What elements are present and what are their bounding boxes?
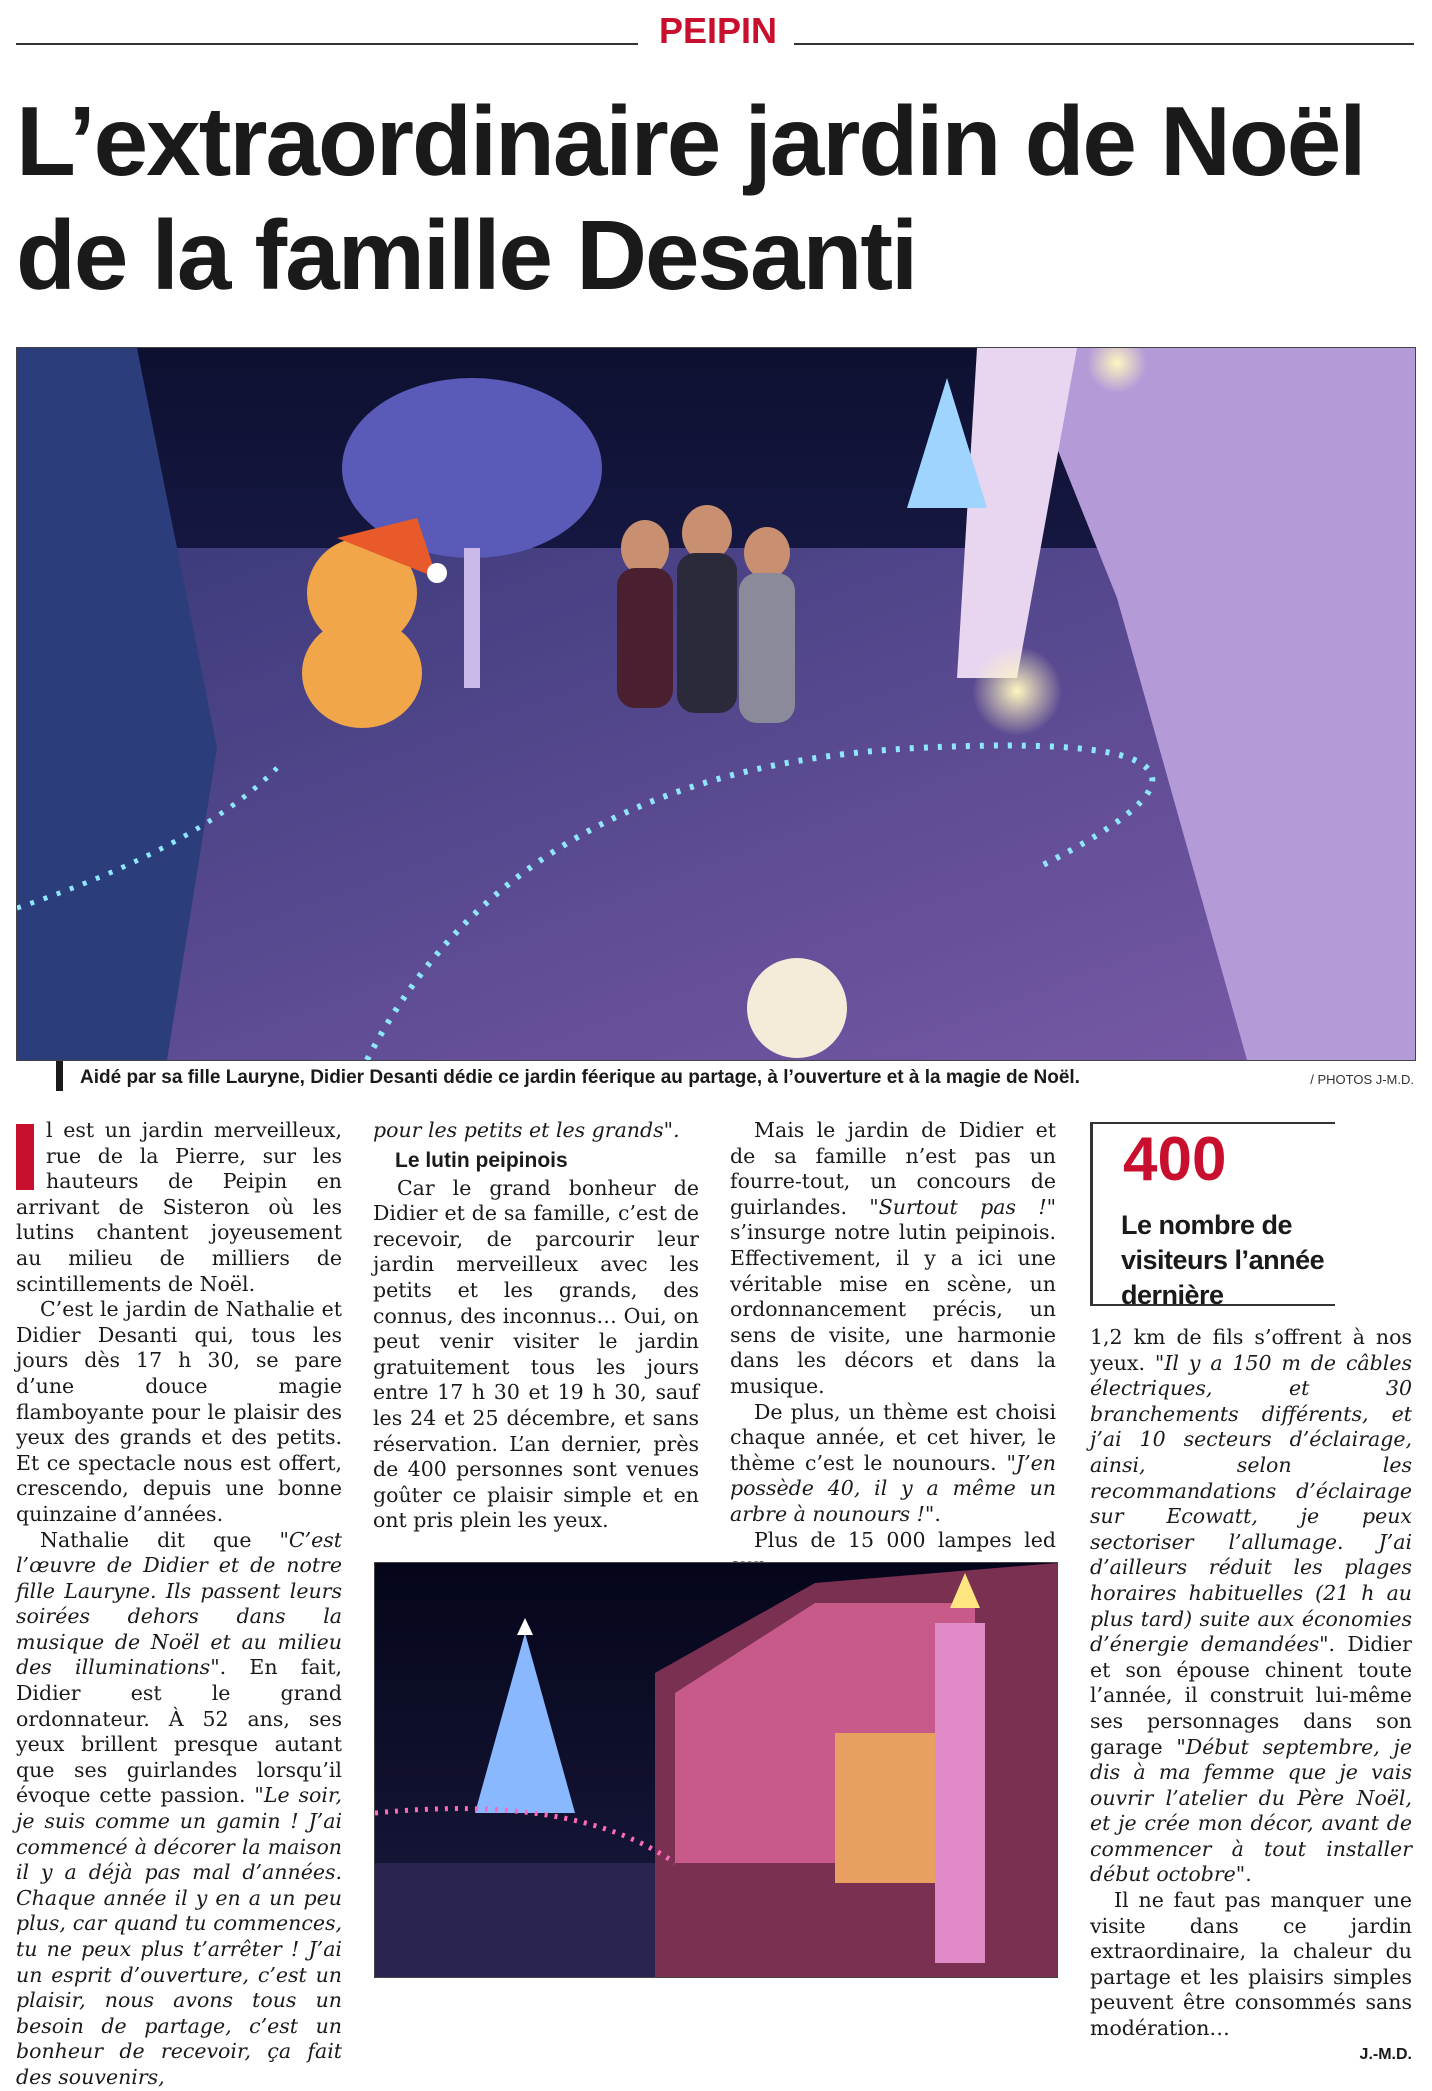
paragraph: [1090, 1325, 1412, 1888]
house-lights-photo: [374, 1562, 1058, 1978]
rubric-rule-left: [16, 43, 638, 45]
paragraph-text: " s’insurge notre lutin peipinois. Effectivement, il y a ici une véritable mise en scène, un ordonnancement précis, un sens de visite, une harmonie dans les décors et dans la musique.: [730, 1194, 1056, 1398]
paragraph: [16, 1118, 342, 1297]
fact-label: Le nombre de visiteurs l’année dernière: [1121, 1210, 1325, 1310]
house-photo-illustration: [375, 1563, 1057, 1977]
subheading: Le lutin peipinois: [395, 1148, 568, 1172]
rubric-rule-right: [794, 43, 1414, 45]
quote: Surtout pas !: [878, 1194, 1047, 1219]
photo-caption: Aidé par sa fille Lauryne, Didier Desanti dédie ce jardin féerique au partage, à l’ouverture et à la magie de Noël.: [80, 1067, 1080, 1088]
quote: pour les petits et les grands".: [373, 1118, 680, 1142]
quote: Il y a 150 m de câbles électriques, et 30 branchements différents, et j’ai 10 secteurs d’éclairage, ainsi, selon les recommandations d’éclairage sur Ecowatt, je peux sectoriser l’allumage. J’ai d’ailleurs réduit les plages horaires habituelles (21 h au plus tard) suite aux économies d’énergie demandées: [1090, 1350, 1412, 1657]
section-rubric: PEIPIN: [658, 10, 778, 51]
paragraph-text: De plus, un thème est choisi chaque année, et cet hiver, le thème c’est le nounours. ": [730, 1399, 1056, 1475]
article-column-2: [373, 1118, 699, 1534]
paragraph: Il ne faut pas manquer une visite dans ce jardin extraordinaire, la chaleur du partage et les plaisirs simples peuvent être consommés sans modération…: [1090, 1888, 1412, 2041]
factbox: [1090, 1122, 1335, 1310]
paragraph: Plus de 15 000 lampes led: [754, 1527, 1056, 1552]
paragraph-text: ". En fait, Didier est le grand ordonnateur. À 52 ans, ses yeux brillent presque autant que ses guirlandes lorsqu’il évoque cette passion. ": [16, 1655, 342, 1808]
paragraph: Car le grand bonheur de Didier et de sa famille, c’est de recevoir, de parcourir leur jardin merveilleux avec les petits et les grands, des connus, des inconnus… Oui, on peut venir visiter le jardin gratuitement tous les jours entre 17 h 30 et 19 h 30, sauf les 24 et 25 décembre, et sans réservation. L’an dernier, près de 400 personnes sont venues goûter ce plaisir simple et en ont pris plein les yeux.: [373, 1175, 699, 1533]
paragraph-text: Nathalie dit que ": [40, 1527, 289, 1552]
author-signature: J.-M.D.: [1359, 2045, 1412, 2063]
paragraph-text: ".: [1235, 1862, 1252, 1887]
paragraph-text: ". Didier et son épouse chinent toute l’année, il construit lui-même ses personnages dans son garage ": [1090, 1632, 1412, 1759]
photo-credit: / PHOTOS J-M.D.: [1310, 1072, 1414, 1087]
main-photo-illustration: [17, 348, 1415, 1060]
paragraph: [373, 1118, 699, 1144]
article-column-1: [16, 1118, 342, 2091]
quote: Le soir, je suis comme un gamin ! J’ai commencé à décorer la maison il y a déjà pas mal d’années. Chaque année il y en a un peu plus, car quand tu commences, tu ne peux plus t’arrêter ! J’ai un esprit d’ouverture, c’est un plaisir, nous avons tous un besoin de partage, c’est un bonheur de recevoir, ça fait des souvenirs,: [16, 1783, 343, 2089]
initial-marker: [16, 1124, 34, 1190]
quote: Début septembre, je dis à ma femme que je vais ouvrir l’atelier du Père Noël, et je crée mon décor, avant de commencer à tout installer début octobre: [1090, 1734, 1412, 1887]
quote: C’est l’œuvre de Didier et de notre fille Lauryne. Ils passent leurs soirées dehors dans la musique de Noël et au milieu des illuminations: [16, 1527, 342, 1680]
paragraph-text: 1,2 km de fils s’offrent à nos yeux. ": [1090, 1325, 1412, 1375]
paragraph: [16, 1528, 342, 2091]
caption-marker: [56, 1061, 63, 1091]
quote: J’en possède 40, il y a même un arbre à nounours !: [730, 1450, 1056, 1526]
paragraph-text: ".: [924, 1501, 941, 1526]
paragraph-text: Mais le jardin de Didier et de sa famille n’est pas un fourre-tout, un concours de guirlandes. ": [730, 1118, 1056, 1219]
fact-number: 400: [1123, 1125, 1227, 1194]
paragraph: [730, 1400, 1056, 1528]
article-column-3: [730, 1118, 1056, 1579]
paragraph: [730, 1118, 1056, 1400]
paragraph-text: l est un jardin merveilleux, rue de la Pierre, sur les hauteurs de Peipin en arrivant de Sisteron où les lutins chantent joyeusement au milieu de milliers de scintillements de Noël.: [16, 1118, 342, 1296]
main-photo-christmas-garden: [16, 347, 1416, 1061]
article-column-4: [1090, 1325, 1412, 2067]
paragraph: C’est le jardin de Nathalie et Didier Desanti qui, tous les jours dès 17 h 30, se pare d’une douce magie flamboyante pour le plaisir des yeux des grands et des petits. Et ce spectacle nous est offert, crescendo, depuis une bonne quinzaine d’années.: [16, 1297, 342, 1526]
headline: L’extraordinaire jardin de Noël de la famille Desanti: [16, 86, 1365, 310]
